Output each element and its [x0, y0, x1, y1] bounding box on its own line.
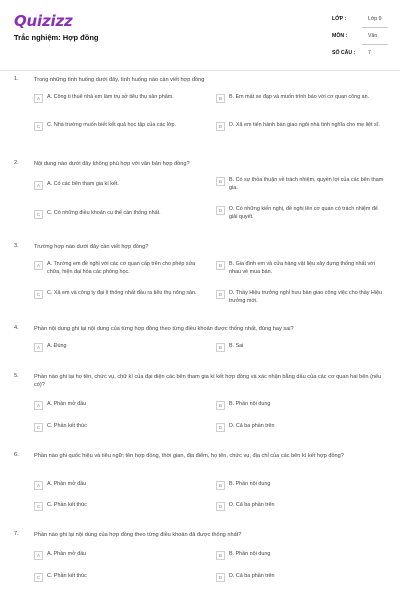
header-divider: [0, 70, 400, 71]
option-a[interactable]: [34, 401, 204, 410]
option-a[interactable]: [34, 481, 204, 490]
question-text: Trong những tình huống dưới đây, tình huống nào cần viết hợp đồng: [34, 77, 205, 83]
option-a[interactable]: [34, 94, 204, 103]
option-a[interactable]: [34, 261, 204, 276]
question-number: 2.: [14, 160, 19, 166]
option-letter-box: B: [216, 343, 225, 352]
option-d[interactable]: [216, 122, 386, 131]
option-d[interactable]: [216, 502, 386, 511]
option-letter-box: C: [34, 423, 43, 432]
option-letter-box: D: [216, 122, 225, 131]
option-text: B. Sai: [229, 343, 244, 349]
option-a[interactable]: [34, 181, 204, 190]
option-d[interactable]: [216, 206, 386, 221]
option-letter-box: A: [34, 401, 43, 410]
option-text: A. Công ti thuê nhà em làm trụ sở tiêu thụ sản phẩm.: [47, 94, 174, 100]
option-letter-box: C: [34, 290, 43, 299]
option-c[interactable]: [34, 122, 204, 131]
option-b[interactable]: [216, 401, 386, 410]
option-c[interactable]: [34, 502, 204, 511]
question-text: Phần nội dung ghi lại nội dung của từng hợp đồng theo từng điều khoản được thống nhất, đúng hay sai?: [34, 326, 294, 332]
question-text: Trường hợp nào dưới đây cần viết hợp đồng?: [34, 244, 149, 250]
option-text: A. Phần mở đầu: [47, 481, 87, 487]
option-letter-box: B: [216, 94, 225, 103]
option-letter-box: D: [216, 206, 225, 215]
option-letter-box: D: [216, 573, 225, 582]
option-d[interactable]: [216, 573, 386, 582]
option-text: C. Nhà trường muốn biết kết quả học tập của các lớp.: [47, 122, 177, 128]
meta-class-row: [332, 14, 388, 31]
option-text: D. Cả ba phần trên: [229, 573, 275, 579]
worksheet-title: Trắc nghiệm: Hợp đồng: [14, 33, 99, 42]
option-letter-box: C: [34, 573, 43, 582]
option-letter-box: D: [216, 423, 225, 432]
option-letter-box: B: [216, 401, 225, 410]
option-text: A. Trường em đề nghị với các cơ quan cấp trên cho phép sửa chữa, hiện đại hóa các phòng học.: [47, 261, 196, 275]
option-text: A. Có các bên tham gia kí kết.: [47, 181, 119, 187]
option-letter-box: D: [216, 502, 225, 511]
option-b[interactable]: [216, 261, 386, 276]
meta-subject-label: MÔN :: [332, 33, 348, 39]
option-a[interactable]: [34, 551, 204, 560]
meta-count-row: [332, 48, 388, 65]
question-number: 3.: [14, 243, 19, 249]
option-b[interactable]: [216, 94, 386, 103]
option-text: D. Cả ba phần trên: [229, 502, 275, 508]
meta-subject-value: Văn: [368, 33, 378, 39]
meta-subject-row: [332, 31, 388, 48]
question-number: 4.: [14, 325, 19, 331]
option-c[interactable]: [34, 290, 204, 299]
question-number: 6.: [14, 452, 19, 458]
option-letter-box: C: [34, 210, 43, 219]
option-text: A. Phần mở đầu: [47, 401, 87, 407]
option-text: B. Có sự thỏa thuận về trách nhiệm, quyền lợi của các bên tham gia.: [229, 177, 384, 191]
option-text: B. Em mất xe đạp và muốn trình báo với cơ quan công an.: [229, 94, 370, 100]
quizizz-logo: Quizizz: [14, 12, 73, 30]
option-letter-box: A: [34, 343, 43, 352]
option-text: D. Xã em tiến hành bàn giao ngôi nhà tình nghĩa cho mẹ liệt sĩ.: [229, 122, 380, 128]
meta-count-value: 7: [368, 50, 371, 56]
option-letter-box: D: [216, 290, 225, 299]
question-text: Phần nào ghi lại nội dung của hợp đồng theo từng điều khoản đã được thống nhất?: [34, 532, 242, 538]
option-c[interactable]: [34, 423, 204, 432]
option-text: C. Phần kết thúc: [47, 423, 87, 429]
option-letter-box: A: [34, 94, 43, 103]
option-text: B. Phần nội dung: [229, 481, 271, 487]
option-letter-box: A: [34, 261, 43, 270]
option-letter-box: B: [216, 551, 225, 560]
option-letter-box: B: [216, 481, 225, 490]
question-number: 7.: [14, 531, 19, 537]
question-text: Phần nào ghi quốc hiệu và tiêu ngữ; tên hợp đồng, thời gian, địa điểm, họ tên, chức vụ, địa chỉ của các bên kí kết hợp đồng?: [34, 453, 344, 459]
option-text: B. Gia đình em và cửa hàng vật liệu xây dựng thống nhất với nhau về mua bán.: [229, 261, 375, 275]
worksheet-header: [0, 0, 400, 66]
option-c[interactable]: [34, 573, 204, 582]
meta-class-value: Lớp 9: [368, 16, 382, 22]
option-b[interactable]: [216, 177, 386, 192]
option-letter-box: C: [34, 122, 43, 131]
option-b[interactable]: [216, 343, 386, 352]
option-c[interactable]: [34, 210, 204, 219]
option-letter-box: A: [34, 481, 43, 490]
question-text: Nội dung nào dưới đây không phù hợp với văn bản hợp đồng?: [34, 161, 190, 167]
option-letter-box: B: [216, 261, 225, 270]
question-number: 1.: [14, 76, 19, 82]
option-text: A. Đúng: [47, 343, 67, 349]
question-number: 5.: [14, 373, 19, 379]
option-b[interactable]: [216, 481, 386, 490]
option-letter-box: A: [34, 181, 43, 190]
option-text: C. Có những điều khoản cụ thể cần thống nhất.: [47, 210, 161, 216]
meta-count-label: SỐ CÂU :: [332, 50, 356, 56]
option-letter-box: C: [34, 502, 43, 511]
option-text: D. Có những kiến nghị, đề nghị lên cơ quan có trách nhiệm để giải quyết.: [229, 206, 378, 220]
worksheet-meta: [332, 14, 388, 65]
option-letter-box: A: [34, 551, 43, 560]
meta-class-label: LỚP :: [332, 16, 347, 22]
option-text: C. Phần kết thúc: [47, 502, 87, 508]
option-text: C. Phần kết thúc: [47, 573, 87, 579]
option-text: A. Phần mở đầu: [47, 551, 87, 557]
option-text: D. Cả ba phần trên: [229, 423, 275, 429]
option-text: B. Phần nội dung: [229, 551, 271, 557]
option-a[interactable]: [34, 343, 204, 352]
question-text: Phần nào ghi lại họ tên, chức vụ, chữ kí của đại diện các bên tham gia kí kết hợp đồng và xác nhận bằng dấu của các cơ quan hai bên (nếu có)?: [34, 374, 382, 388]
option-d[interactable]: [216, 290, 386, 305]
option-b[interactable]: [216, 551, 386, 560]
option-d[interactable]: [216, 423, 386, 432]
option-text: D. Thầy Hiệu trưởng nghỉ hưu bàn giao công việc cho thầy Hiệu trưởng mới.: [229, 290, 382, 304]
option-letter-box: B: [216, 177, 225, 186]
option-text: C. Xã em và công ty đại lí thống nhất đầu ra tiêu thụ nông sản.: [47, 290, 197, 296]
option-text: B. Phần nội dung: [229, 401, 271, 407]
